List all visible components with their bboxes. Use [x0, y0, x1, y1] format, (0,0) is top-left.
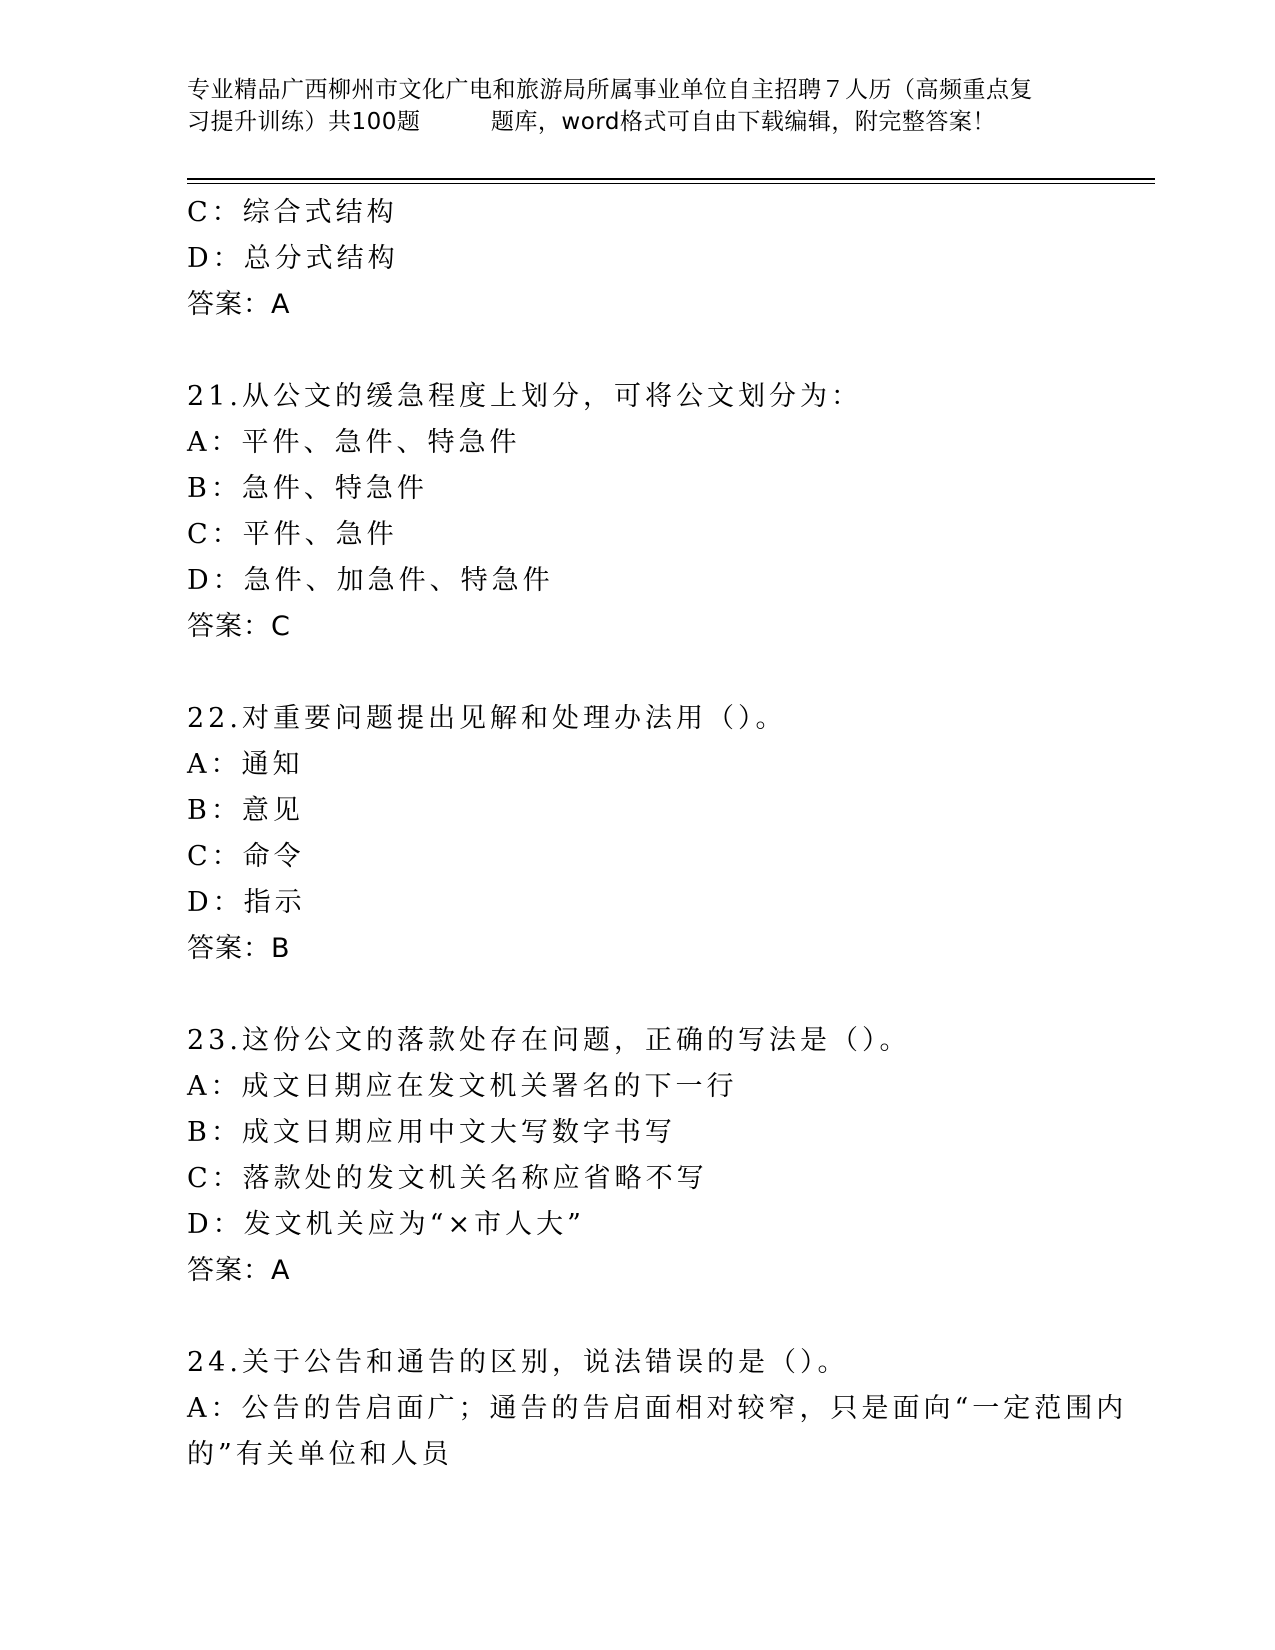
- question-24: [187, 1340, 1128, 1478]
- answer-line: 答案：B: [187, 933, 291, 964]
- option-b: [187, 1110, 1107, 1156]
- option-d: [187, 880, 1107, 926]
- option-key: A：: [187, 749, 242, 780]
- option-key: D：: [187, 887, 244, 918]
- option-text: 发文机关应为“×市人大”: [243, 1209, 585, 1240]
- option-text: 总分式结构: [243, 243, 399, 274]
- header-divider: [187, 178, 1155, 184]
- option-text: 平件、急件、特急件: [241, 427, 521, 458]
- option-text: 落款处的发文机关名称应省略不写: [242, 1163, 708, 1194]
- option-key: A：: [187, 1393, 242, 1424]
- option-c: [187, 190, 1107, 236]
- option-text: 意见: [241, 795, 304, 826]
- option-key: D：: [187, 565, 244, 596]
- option-text: 综合式结构: [242, 197, 398, 228]
- option-key: C：: [187, 519, 243, 550]
- option-text: 成文日期应在发文机关署名的下一行: [241, 1071, 738, 1102]
- option-key: C：: [187, 841, 243, 872]
- answer-line: 答案：A: [187, 1255, 291, 1286]
- option-a-continuation: 的”有关单位和人员: [187, 1439, 453, 1470]
- option-d: [187, 558, 1107, 604]
- option-c: [187, 512, 1107, 558]
- option-text: 平件、急件: [242, 519, 398, 550]
- header-line-1: 专业精品广西柳州市文化广电和旅游局所属事业单位自主招聘７人历（高频重点复: [187, 77, 1033, 103]
- question-21: [187, 374, 1107, 650]
- option-key: D：: [187, 1209, 244, 1240]
- page-header: [187, 74, 1087, 138]
- question-stem: 23.这份公文的落款处存在问题，正确的写法是（）。: [187, 1025, 911, 1056]
- option-c: [187, 834, 1107, 880]
- question-stem: 24.关于公告和通告的区别，说法错误的是（）。: [187, 1347, 849, 1378]
- option-text: 命令: [242, 841, 305, 872]
- answer-line: 答案：C: [187, 611, 291, 642]
- option-text: 急件、特急件: [241, 473, 428, 504]
- option-b: [187, 466, 1107, 512]
- option-key: C：: [187, 197, 243, 228]
- option-d: [187, 1202, 1107, 1248]
- option-a: [187, 420, 1107, 466]
- option-a: [187, 1386, 1128, 1432]
- question-22: [187, 696, 1107, 972]
- option-b: [187, 788, 1107, 834]
- question-stem: 22.对重要问题提出见解和处理办法用（）。: [187, 703, 787, 734]
- option-key: B：: [187, 473, 242, 504]
- option-key: A：: [187, 1071, 242, 1102]
- option-key: A：: [187, 427, 242, 458]
- option-key: B：: [187, 795, 242, 826]
- header-line-2: 习提升训练）共100题 题库，word格式可自由下载编辑，附完整答案！: [187, 109, 996, 135]
- option-key: B：: [187, 1117, 242, 1148]
- option-a: [187, 742, 1107, 788]
- option-a: [187, 1064, 1107, 1110]
- question-23: [187, 1018, 1107, 1294]
- option-key: C：: [187, 1163, 243, 1194]
- option-text: 公告的告启面广；通告的告启面相对较窄，只是面向“一定范围内: [241, 1393, 1128, 1424]
- option-text: 指示: [243, 887, 306, 918]
- question-stem: 21.从公文的缓急程度上划分，可将公文划分为：: [187, 381, 862, 412]
- question-20-tail: [187, 190, 1107, 328]
- option-text: 急件、加急件、特急件: [243, 565, 554, 596]
- option-d: [187, 236, 1107, 282]
- option-key: D：: [187, 243, 244, 274]
- answer-line: 答案：A: [187, 289, 291, 320]
- question-list: [187, 190, 1128, 1478]
- option-c: [187, 1156, 1107, 1202]
- option-text: 成文日期应用中文大写数字书写: [241, 1117, 676, 1148]
- option-text: 通知: [241, 749, 304, 780]
